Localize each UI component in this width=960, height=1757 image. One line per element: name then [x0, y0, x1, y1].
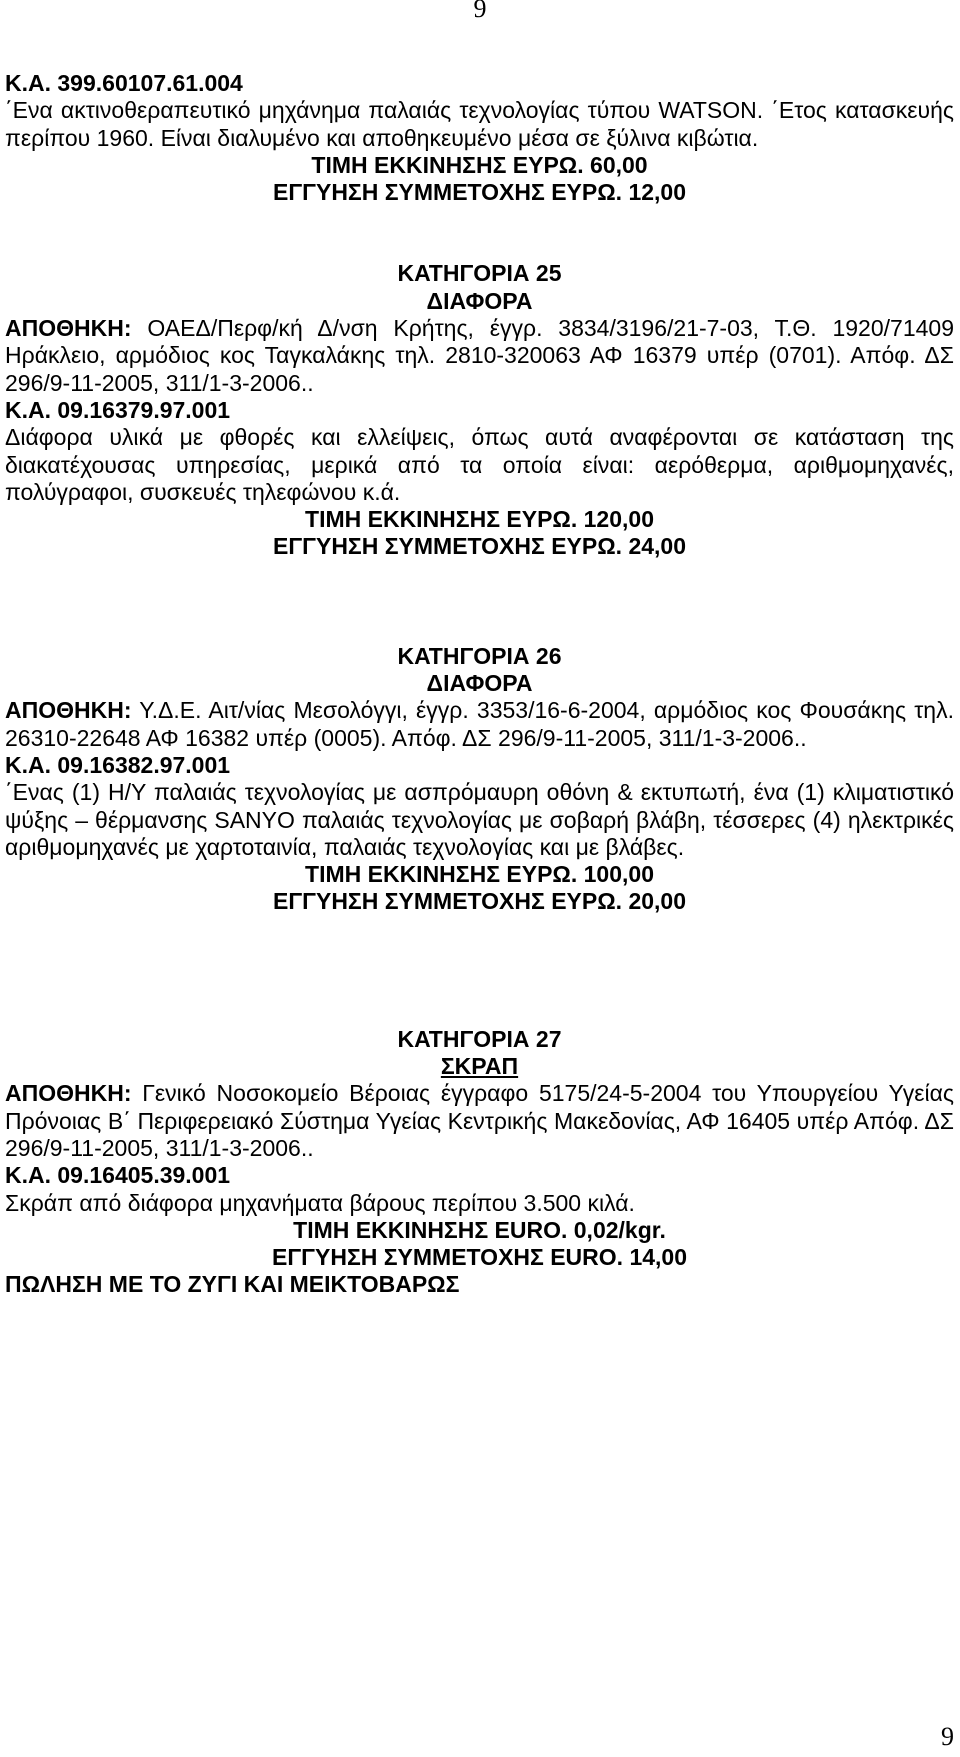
start-price: ΤΙΜΗ ΕΚΚΙΝΗΣΗΣ ΕΥΡΩ. 60,00 — [311, 151, 648, 178]
category-title: ΚΑΤΗΓΟΡΙΑ 26 — [397, 642, 562, 669]
start-price: ΤΙΜΗ ΕΚΚΙΝΗΣΗΣ ΕΥΡΩ. 120,00 — [305, 506, 654, 533]
item-code: Κ.Α. 09.16405.39.001 — [5, 1162, 231, 1189]
category-title: ΚΑΤΗΓΟΡΙΑ 25 — [397, 260, 562, 287]
item-code: Κ.Α. 399.60107.61.004 — [5, 70, 243, 96]
page-number-top: 9 — [473, 0, 487, 23]
intro-item — [5, 70, 954, 206]
category-subtitle: ΔΙΑΦΟΡΑ — [426, 287, 533, 314]
document-body — [5, 70, 954, 1299]
warehouse-info — [5, 315, 954, 397]
participation-guarantee: ΕΓΓΥΗΣΗ ΣΥΜΜΕΤΟΧΗΣ ΕΥΡΩ. 20,00 — [272, 888, 686, 915]
warehouse-text: Γενικό Νοσοκομείο Βέροιας έγγραφο 5175/24-5-2004 του Υπουργείου Υγείας Πρόνοιας Β΄ Περιφερειακό Σύστημα Υγείας Κεντρικής Μακεδονίας, ΑΦ 16405 υπέρ Απόφ. ΔΣ 296/9-11-2005, 311/1-3-2006.. — [5, 1080, 954, 1161]
warehouse-info — [5, 1080, 954, 1162]
category-26 — [5, 643, 954, 916]
warehouse-text: Υ.Δ.Ε. Αιτ/νίας Μεσολόγγι, έγγρ. 3353/16-6-2004, αρμόδιος κος Φουσάκης τηλ. 26310-22648 ΑΦ 16382 υπέρ (0005). Απόφ. ΔΣ 296/9-11-2005, 311/1-3-2006.. — [5, 697, 954, 751]
category-subtitle: ΣΚΡΑΠ — [440, 1053, 519, 1080]
warehouse-label: ΑΠΟΘΗΚΗ: — [5, 1080, 132, 1107]
page-number-bottom: 9 — [941, 1722, 954, 1751]
category-title: ΚΑΤΗΓΟΡΙΑ 27 — [397, 1025, 562, 1052]
item-code: Κ.Α. 09.16379.97.001 — [5, 396, 231, 423]
category-25 — [5, 260, 954, 560]
item-code: Κ.Α. 09.16382.97.001 — [5, 751, 231, 778]
item-description: ΄Ενα ακτινοθεραπευτικό μηχάνημα παλαιάς τεχνολογίας τύπου WATSON. ΄Ετος κατασκευής περίπου 1960. Είναι διαλυμένο και αποθηκευμένο μέσα σε ξύλινα κιβώτια. — [5, 97, 954, 151]
start-price: ΤΙΜΗ ΕΚΚΙΝΗΣΗΣ ΕΥΡΩ. 100,00 — [305, 861, 654, 888]
warehouse-info — [5, 697, 954, 752]
category-subtitle: ΔΙΑΦΟΡΑ — [426, 670, 533, 697]
item-description: Διάφορα υλικά με φθορές και ελλείψεις, όπως αυτά αναφέρονται σε κατάσταση της διακατέχουσας υπηρεσίας, μερικά από τα οποία είναι: αερόθερμα, αριθμομηχανές, πολύγραφοι, συσκευές τηλεφώνου κ.ά. — [5, 424, 954, 505]
sale-note: ΠΩΛΗΣΗ ΜΕ ΤΟ ΖΥΓΙ ΚΑΙ ΜΕΙΚΤΟΒΑΡΩΣ — [5, 1271, 460, 1298]
item-description: ΄Ενας (1) Η/Υ παλαιάς τεχνολογίας με ασπρόμαυρη οθόνη & εκτυπωτή, ένα (1) κλιματιστικό ψύξης – θέρμανσης SANYO παλαιάς τεχνολογίας με σοβαρή βλάβη, τέσσερες (4) ηλεκτρικές αριθμομηχανές με χαρτοταινία, παλαιάς τεχνολογίας και με βλάβες. — [5, 779, 954, 860]
participation-guarantee: ΕΓΓΥΗΣΗ ΣΥΜΜΕΤΟΧΗΣ ΕΥΡΩ. 12,00 — [272, 179, 686, 206]
item-description: Σκράπ από διάφορα μηχανήματα βάρους περίπου 3.500 κιλά. — [5, 1189, 635, 1216]
participation-guarantee: ΕΓΓΥΗΣΗ ΣΥΜΜΕΤΟΧΗΣ EURO. 14,00 — [272, 1244, 687, 1271]
warehouse-label: ΑΠΟΘΗΚΗ: — [5, 315, 132, 342]
start-price: ΤΙΜΗ ΕΚΚΙΝΗΣΗΣ EURO. 0,02/kgr. — [293, 1216, 666, 1243]
category-27 — [5, 1026, 954, 1299]
participation-guarantee: ΕΓΓΥΗΣΗ ΣΥΜΜΕΤΟΧΗΣ ΕΥΡΩ. 24,00 — [272, 533, 686, 560]
warehouse-text: ΟΑΕΔ/Περφ/κή Δ/νση Κρήτης, έγγρ. 3834/3196/21-7-03, Τ.Θ. 1920/71409 Ηράκλειο, αρμόδιος κος Ταγκαλάκης τηλ. 2810-320063 ΑΦ 16379 υπέρ (0701). Απόφ. ΔΣ 296/9-11-2005, 311/1-3-2006.. — [5, 315, 954, 396]
warehouse-label: ΑΠΟΘΗΚΗ: — [5, 697, 132, 724]
